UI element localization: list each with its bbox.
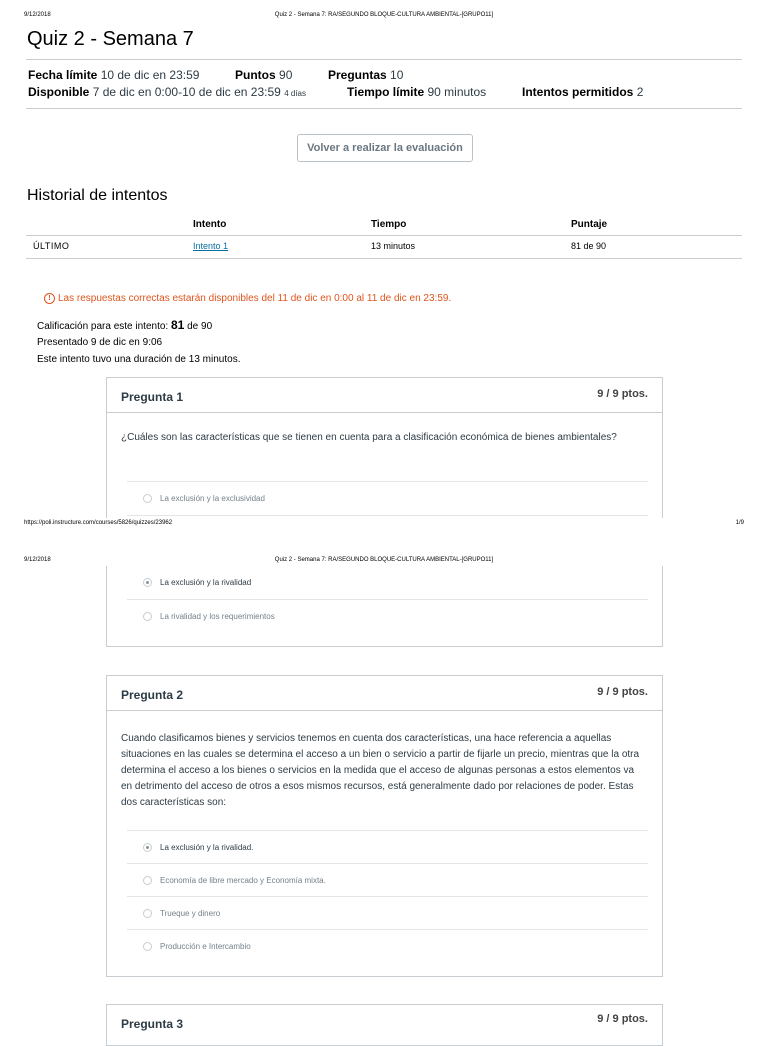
attempt-link[interactable]: Intento 1 xyxy=(193,241,229,251)
submitted-line: Presentado 9 de dic en 9:06 xyxy=(37,337,163,348)
latest-tag: ÚLTIMO xyxy=(33,241,70,251)
radio-icon[interactable] xyxy=(143,612,152,621)
answer-option[interactable]: La exclusión y la exclusividad xyxy=(127,481,648,514)
questions-count: Preguntas 10 xyxy=(328,68,404,82)
question-text: ¿Cuáles son las características que se tienen en cuenta para a clasificación económica de bienes ambientales? xyxy=(121,432,617,443)
warning-icon: ! xyxy=(44,293,55,304)
question-text: Cuando clasificamos bienes y servicios tenemos en cuenta dos características, una hace referencia a aquellas situaciones en las cuales se determina el acceso a un bien o servicio a partir de fijarle un precio, mientras que la otra determina el acceso a los bienes o servicios en la medida que el acceso de algunas personas a estos elementos va en detrimento del acceso de otros a esos mismos recursos, está generalmente dado por relaciones de poder. Estas dos características son: xyxy=(121,733,640,808)
answer-option[interactable]: La rivalidad y los requerimientos xyxy=(127,599,648,632)
retake-quiz-button[interactable]: Volver a realizar la evaluación xyxy=(297,134,473,162)
question-points: 9 / 9 ptos. xyxy=(597,686,648,698)
page-title: Quiz 2 - Semana 7 xyxy=(27,28,194,50)
question-title: Pregunta 3 xyxy=(121,1017,184,1031)
question-points: 9 / 9 ptos. xyxy=(597,388,648,400)
attempt-time: 13 minutos xyxy=(371,241,416,251)
attempt-score-line: Calificación para este intento: 81 de 90 xyxy=(37,318,213,332)
attempt-score: 81 de 90 xyxy=(571,241,607,251)
duration-line: Este intento tuvo una duración de 13 minutos. xyxy=(37,354,241,365)
radio-icon[interactable] xyxy=(143,942,152,951)
footer-url: https://poli.instructure.com/courses/5826/quizzes/23962 xyxy=(24,520,173,526)
col-score: Puntaje xyxy=(571,219,608,230)
question-1-card xyxy=(106,377,663,518)
radio-icon[interactable] xyxy=(143,909,152,918)
col-time: Tiempo xyxy=(371,219,407,230)
answer-option-selected[interactable]: La exclusión y la rivalidad xyxy=(127,566,648,598)
answer-option[interactable]: Economía de libre mercado y Economía mixta. xyxy=(127,863,648,896)
answer-option[interactable]: Producción e Intercambio xyxy=(127,929,648,962)
notice-text: Las respuestas correctas estarán disponibles del 11 de dic en 0:00 al 11 de dic en 23:59. xyxy=(58,293,452,304)
radio-icon[interactable] xyxy=(143,876,152,885)
radio-icon[interactable] xyxy=(143,494,152,503)
print-title: Quiz 2 - Semana 7: RA/SEGUNDO BLOQUE-CULTURA AMBIENTAL-[GRUPO11] xyxy=(274,12,494,18)
question-3-card xyxy=(106,1004,663,1046)
divider xyxy=(26,59,742,60)
question-header xyxy=(107,378,662,413)
print-date: 9/12/2018 xyxy=(24,557,51,563)
print-date: 9/12/2018 xyxy=(24,12,51,18)
question-title: Pregunta 1 xyxy=(121,390,184,404)
table-divider xyxy=(26,258,742,259)
attempt-history-heading: Historial de intentos xyxy=(27,187,168,204)
answer-option[interactable]: Trueque y dinero xyxy=(127,896,648,929)
print-title: Quiz 2 - Semana 7: RA/SEGUNDO BLOQUE-CULTURA AMBIENTAL-[GRUPO11] xyxy=(274,557,494,563)
time-limit: Tiempo límite 90 minutos xyxy=(347,85,487,99)
question-1-card-continued xyxy=(106,566,663,647)
question-2-card xyxy=(106,675,663,977)
question-header xyxy=(107,676,662,711)
question-points: 9 / 9 ptos. xyxy=(597,1013,648,1025)
answers-availability-notice xyxy=(44,293,451,304)
answer-option-selected[interactable]: La exclusión y la rivalidad. xyxy=(127,830,648,863)
question-title: Pregunta 2 xyxy=(121,688,184,702)
col-attempt: Intento xyxy=(193,219,227,230)
footer-page: 1/9 xyxy=(735,520,744,526)
points: Puntos 90 xyxy=(235,68,293,82)
divider xyxy=(26,108,742,109)
table-divider xyxy=(26,235,742,236)
radio-icon[interactable] xyxy=(143,578,152,587)
available: Disponible 7 de dic en 0:00-10 de dic en 23:59 4 días xyxy=(28,85,306,99)
divider xyxy=(127,515,648,516)
due-date: Fecha límite 10 de dic en 23:59 xyxy=(28,68,200,82)
radio-icon[interactable] xyxy=(143,843,152,852)
attempts-allowed: Intentos permitidos 2 xyxy=(522,85,644,99)
